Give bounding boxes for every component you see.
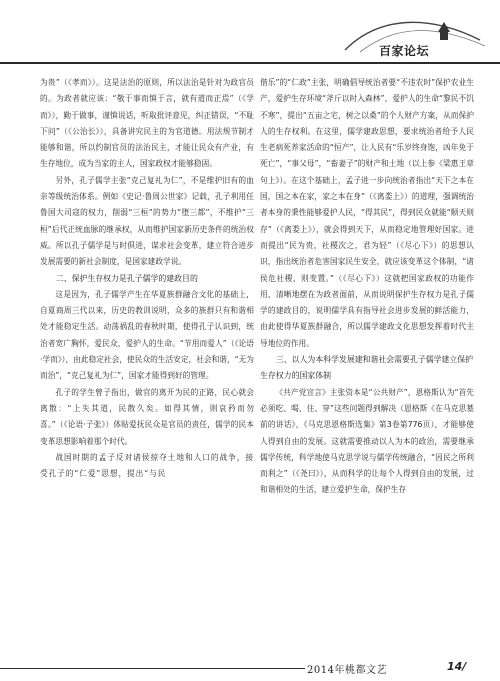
footer-rule: [0, 668, 305, 669]
body-paragraph: 为贵”（《孝而》）。这是法治的原则，所以法治是针对为政官员的。为政者就应该：“敬于事而慎于言，就有道而正焉”（《学而》），勤于做事，谨慎说话，听取批评意见，纠正错误，“不耻下问”（《公治长》），具备讲究民主的为官道德。用法规节制才能够和谐，所以约制官员的法治民主，才能让民众有产业，有生存地位，成为当家的主人，国家政权才能够稳固。: [40, 78, 254, 169]
section-brand: 百家论坛: [379, 44, 430, 58]
body-paragraph: 另外，孔子儒学主张“克己复礼为仁”，不是维护旧有的血亲等级统治体系。例如《史记·鲁周公世家》记载，孔子利用任鲁国大司寇的权力，削弱“三桓”的势力“堕三都”，不维护“三桓”后代正统血脉的继承权，从而维护国家新历史条件的统治权威。所以孔子儒学是与时俱进，谋求社会变革，建立符合进步发展需要的新社会制度，是国家建政学说。: [40, 175, 254, 267]
section-heading: 三、以人为本科学发展建和谐社会需要孔子儒学建立保护生存权力的国家体制: [260, 355, 474, 381]
header-rule: [0, 62, 500, 64]
body-paragraph: 偕乐”的“仁政”主张，明确倡导统治者要“不违农时”保护农业生产，爱护生存环境“斧斤以时入森林”，爱护人的生命“黎民不饥不寒”，提出“五亩之宅，树之以桑”的个人财产方案，从而保护人的生存权利。在这里，儒学建政思想，要求统治者给予人民生老病死养家活命的“恒产”，让人民有“乐岁终身饱，凶年免于死亡”，“事父母”，“畜妻子”的财产和土地（以上参《梁惠王章句上》）。在这个基础上，孟子进一步向统治者指出“天下之本在国，国之本在家，家之本在身”（《离娄上》）的道理，强调统治者本身的秉性能够爱护人民，“得其民”，得到民众就能“顺天则存”（《离娄上》），就会得到天下，从而稳定地管理好国家。进而提出“民为贵，社稷次之，君为轻”（《尽心下》）的思想认识，指出统治者危害国家民生安全，就应该变革这个体制，“诸侯危社稷，则变置。”（《尽心下》）这就把国家政权的功能作用，清晰地摆在为政者面前，从而说明保护生存权力是孔子儒学的建政目的，说明儒学具有指导社会进步发展的鲜活能力，由此使得华夏族群融合，所以儒学建政文化思想发挥着时代主导地位的作用。: [260, 78, 474, 348]
section-heading: 二、保护生存权力是孔子儒学的建政目的: [55, 273, 198, 283]
journal-title: 2014年桃都文艺: [307, 665, 387, 676]
right-column: [260, 75, 474, 499]
left-column: [40, 75, 254, 482]
body-paragraph: 《共产党宣言》主张资本是“公共财产”，恩格斯认为“首先必须吃、喝、住、穿”这些问题得到解决（恩格斯《在马克思墓前的讲话》，《马克思恩格斯选集》第3卷第776页），才能够使人得到自由的发展。这就需要推动以人为本的政治，需要继承儒学传统，科学地使马克思学说与儒学传统融合，“因民之所利而利之”（《尧曰》），从而科学的让每个人得到自由的发展，过和谐相处的生活，建立爱护生命，保护生存: [260, 387, 474, 495]
page-number: 14/: [447, 660, 467, 673]
body-paragraph: 这是因为，孔子儒学产生在华夏族群融合文化的基础上，自夏商周三代以来，历史的教训说明，众多的族群只有和谐相处才能稳定生活。动荡祸乱的春秋时期，使得孔子认识到，统治者宽广胸怀，爱民众，爱护人的生命。“节用而爱人”（《论语·学而》），由此稳定社会，使民众的生活安定，社会和谐，“无为而治”，“克己复礼为仁”，国家才能得到好的管理。: [40, 289, 254, 381]
body-paragraph: 孔子的学生曾子指出，做官的离开为民的正路，民心就会离散：“上失其道，民散久矣。如得其情，则哀矜而勿喜。”（《论语·子张》）体贴爱抚民众是官员的责任，儒学的民本变革思想影响着那个时代。: [40, 387, 254, 446]
body-paragraph: 战国时期的孟子反对诸侯掠夺土地和人口的战争，接受孔子的“仁爱”思想，提出“与民: [40, 452, 254, 479]
